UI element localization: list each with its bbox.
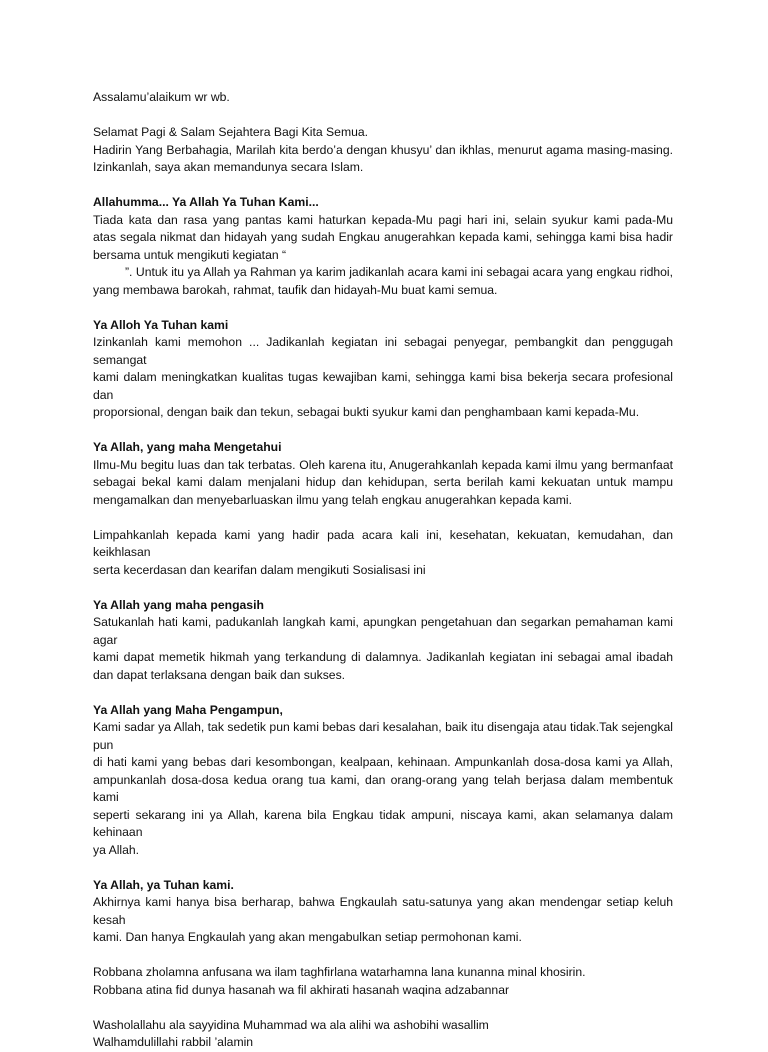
section-heading: Ya Alloh Ya Tuhan kami bbox=[93, 317, 229, 332]
section-paragraph: Satukanlah hati kami, padukanlah langkah kami, apungkan pengetahuan dan segarkan pemahaman kami agar kami dapat memetik hikmah yang terkandung di dalamnya. Jadikanlah kegiatan ini sebagai amal ibadah dan dapat terlaksana dengan baik dan sukses. bbox=[93, 615, 673, 682]
section-heading: Ya Allah, yang maha Mengetahui bbox=[93, 440, 282, 454]
section-paragraph: Ilmu-Mu begitu luas dan tak terbatas. Oleh karena itu, Anugerahkanlah kepada kami ilmu yang bermanfaat sebagai bekal kami dalam menjalani hidup dan kehidupan, serta berilah kami kekuatan untuk mampu mengamalkan dan menyebarluaskan ilmu yang telah engkau anugerahkan kepada kami. bbox=[93, 457, 673, 507]
section-paragraph: Izinkanlah kami memohon ... Jadikanlah kegiatan ini sebagai penyegar, pembangkit dan penggugah semangat kami dalam meningkatkan kualitas tugas kewajiban kami, sehingga kami bisa bekerja secara profesional dan proporsional, dengan baik dan tekun, sebagai bukti syukur kami dan penghambaan kami kepada-Mu. bbox=[93, 335, 673, 419]
section-paragraph: Akhirnya kami hanya bisa berharap, bahwa Engkaulah satu-satunya yang akan mendengar setiap keluh kesah kami. Dan hanya Engkaulah yang akan mengabulkan setiap permohonan kami. bbox=[93, 895, 673, 944]
document-page bbox=[93, 89, 673, 1052]
section-paragraph: Limpahkanlah kepada kami yang hadir pada acara kali ini, kesehatan, kekuatan, kemudahan, dan keikhlasan serta kecerdasan dan kearifan dalam mengikuti Sosialisasi ini bbox=[93, 527, 673, 577]
closing-prayers: Robbana zholamna anfusana wa ilam taghfirlana watarhamna lana kunanna minal khosirin. Robbana atina fid dunya hasanah wa fil akhirati hasanah waqina adzabannar bbox=[93, 965, 586, 997]
section-heading: Ya Allah yang maha pengasih bbox=[93, 597, 264, 612]
section-paragraph: Kami sadar ya Allah, tak sedetik pun kami bebas dari kesalahan, baik itu disengaja atau tidak.Tak sejengkal pun di hati kami yang bebas dari kesombongan, kealpaan, kehinaan. Ampunkanlah dosa-dosa kami ya Allah, ampunkanlah dosa-dosa kedua orang tua kami, dan orang-orang yang telah berjasa dalam membentuk kami seperti sekarang ini ya Allah, karena bila Engkau tidak ampuni, niscaya kami, akan selamanya dalam kehinaan ya Allah. bbox=[93, 720, 673, 857]
final-salutation: Washolallahu ala sayyidina Muhammad wa ala alihi wa ashobihi wasallim Walhamdulillahi rabbil ’alamin bbox=[93, 1017, 489, 1049]
section-heading: Ya Allah yang Maha Pengampun, bbox=[93, 702, 283, 717]
section-paragraph: Tiada kata dan rasa yang pantas kami haturkan kepada-Mu pagi hari ini, selain syukur kami pada-Mu atas segala nikmat dan hidayah yang sudah Engkau anugerahkan kepada kami, sehingga kami bisa hadir bersama untuk mengikuti kegiatan “ ”. Untuk itu ya Allah ya Rahman ya karim jadikanlah acara kami ini sebagai acara yang engkau ridhoi, yang membawa barokah, rahmat, taufik dan hidayah-Mu buat kami semua. bbox=[93, 212, 673, 297]
opening-paragraph: Selamat Pagi & Salam Sejahtera Bagi Kita Semua. Hadirin Yang Berbahagia, Marilah kita berdo’a dengan khusyu’ dan ikhlas, menurut agama masing-masing. Izinkanlah, saya akan memandunya secara Islam. bbox=[93, 125, 673, 174]
greeting: Assalamu’alaikum wr wb. bbox=[93, 90, 230, 104]
section-heading: Ya Allah, ya Tuhan kami. bbox=[93, 877, 234, 892]
section-heading: Allahumma... Ya Allah Ya Tuhan Kami... bbox=[93, 195, 319, 209]
